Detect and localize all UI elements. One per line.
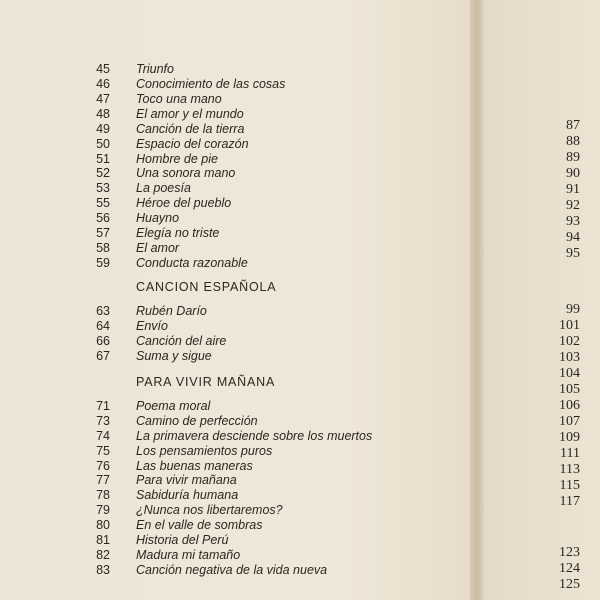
right-page-number: 94: [566, 230, 580, 245]
entry-page-number: 82: [96, 548, 110, 562]
entry-title: Canción negativa de la vida nueva: [136, 563, 328, 577]
entry-title: Héroe del pueblo: [136, 196, 232, 210]
right-page-number: 125: [559, 577, 580, 592]
entry-title: Conocimiento de las cosas: [136, 77, 286, 91]
right-page-number: 106: [559, 398, 580, 413]
entry-title: Huayno: [136, 211, 180, 225]
entry-page-number: 73: [96, 414, 110, 428]
right-page-number: 115: [559, 478, 580, 493]
entry-title: Hombre de pie: [136, 152, 218, 166]
entry-title: Triunfo: [136, 62, 174, 76]
entry-title: Toco una mano: [136, 92, 222, 106]
entry-page-number: 81: [96, 533, 110, 547]
book-gutter: [470, 0, 484, 600]
entry-title: El amor: [136, 241, 180, 255]
entry-page-number: 59: [96, 256, 110, 270]
entry-page-number: 64: [96, 319, 110, 333]
entry-page-number: 71: [96, 399, 110, 413]
right-page-number: 105: [559, 382, 580, 397]
right-page-number: 103: [559, 350, 580, 365]
entry-title: Los pensamientos puros: [136, 444, 273, 458]
right-page-number: 95: [566, 246, 580, 261]
entry-page-number: 63: [96, 304, 110, 318]
entry-page-number: 76: [96, 459, 110, 473]
right-page: [484, 0, 600, 600]
entry-page-number: 46: [96, 77, 110, 91]
section-heading: PARA VIVIR MAÑANA: [136, 375, 276, 389]
entry-title: El amor y el mundo: [136, 107, 244, 121]
right-page-number: 87: [566, 118, 580, 133]
entry-title: Elegía no triste: [136, 226, 220, 240]
right-page-number: 107: [559, 414, 580, 429]
right-page-number: 111: [560, 446, 580, 461]
entry-page-number: 66: [96, 334, 110, 348]
entry-title: Suma y sigue: [136, 349, 212, 363]
entry-title: Rubén Darío: [136, 304, 207, 318]
entry-title: Para vivir mañana: [136, 473, 237, 487]
right-page-number: 102: [559, 334, 580, 349]
entry-page-number: 55: [96, 196, 110, 210]
entry-page-number: 83: [96, 563, 110, 577]
entry-title: Las buenas maneras: [136, 459, 253, 473]
entry-title: Espacio del corazón: [136, 137, 249, 151]
right-page-number: 91: [566, 182, 580, 197]
entry-page-number: 80: [96, 518, 110, 532]
entry-title: Conducta razonable: [136, 256, 248, 270]
right-page-number: 117: [559, 494, 580, 509]
entry-title: La primavera desciende sobre los muertos: [136, 429, 373, 443]
entry-page-number: 51: [96, 152, 110, 166]
entry-title: Una sonora mano: [136, 166, 236, 180]
entry-page-number: 47: [96, 92, 110, 106]
entry-page-number: 50: [96, 137, 110, 151]
entry-page-number: 67: [96, 349, 110, 363]
entry-title: Canción de la tierra: [136, 122, 245, 136]
entry-page-number: 57: [96, 226, 110, 240]
right-page-number: 109: [559, 430, 580, 445]
entry-page-number: 77: [96, 473, 110, 487]
right-page-number: 93: [566, 214, 580, 229]
entry-title: Sabiduría humana: [136, 488, 239, 502]
right-page-number: 123: [559, 545, 580, 560]
entry-title: Canción del aire: [136, 334, 227, 348]
entry-title: ¿Nunca nos libertaremos?: [136, 503, 283, 517]
entry-page-number: 79: [96, 503, 110, 517]
entry-page-number: 74: [96, 429, 110, 443]
entry-page-number: 53: [96, 181, 110, 195]
section-heading: CANCION ESPAÑOLA: [136, 280, 277, 294]
right-page-number: 124: [559, 561, 580, 576]
right-page-number: 92: [566, 198, 580, 213]
right-page-number: 89: [566, 150, 580, 165]
entry-title: Camino de perfección: [136, 414, 258, 428]
right-page-number: 90: [566, 166, 580, 181]
entry-page-number: 52: [96, 166, 110, 180]
entry-title: En el valle de sombras: [136, 518, 263, 532]
right-page-number: 101: [559, 318, 580, 333]
entry-page-number: 58: [96, 241, 110, 255]
entry-page-number: 78: [96, 488, 110, 502]
entry-title: Envío: [136, 319, 168, 333]
entry-title: Historia del Perú: [136, 533, 229, 547]
right-page-number: 88: [566, 134, 580, 149]
entry-title: La poesía: [136, 181, 191, 195]
right-page-number: 99: [566, 302, 580, 317]
right-page-number: 113: [559, 462, 580, 477]
entry-title: Poema moral: [136, 399, 211, 413]
entry-page-number: 45: [96, 62, 110, 76]
entry-page-number: 56: [96, 211, 110, 225]
entry-title: Madura mi tamaño: [136, 548, 241, 562]
right-page-number: 104: [559, 366, 580, 381]
entry-page-number: 49: [96, 122, 110, 136]
entry-page-number: 48: [96, 107, 110, 121]
entry-page-number: 75: [96, 444, 110, 458]
